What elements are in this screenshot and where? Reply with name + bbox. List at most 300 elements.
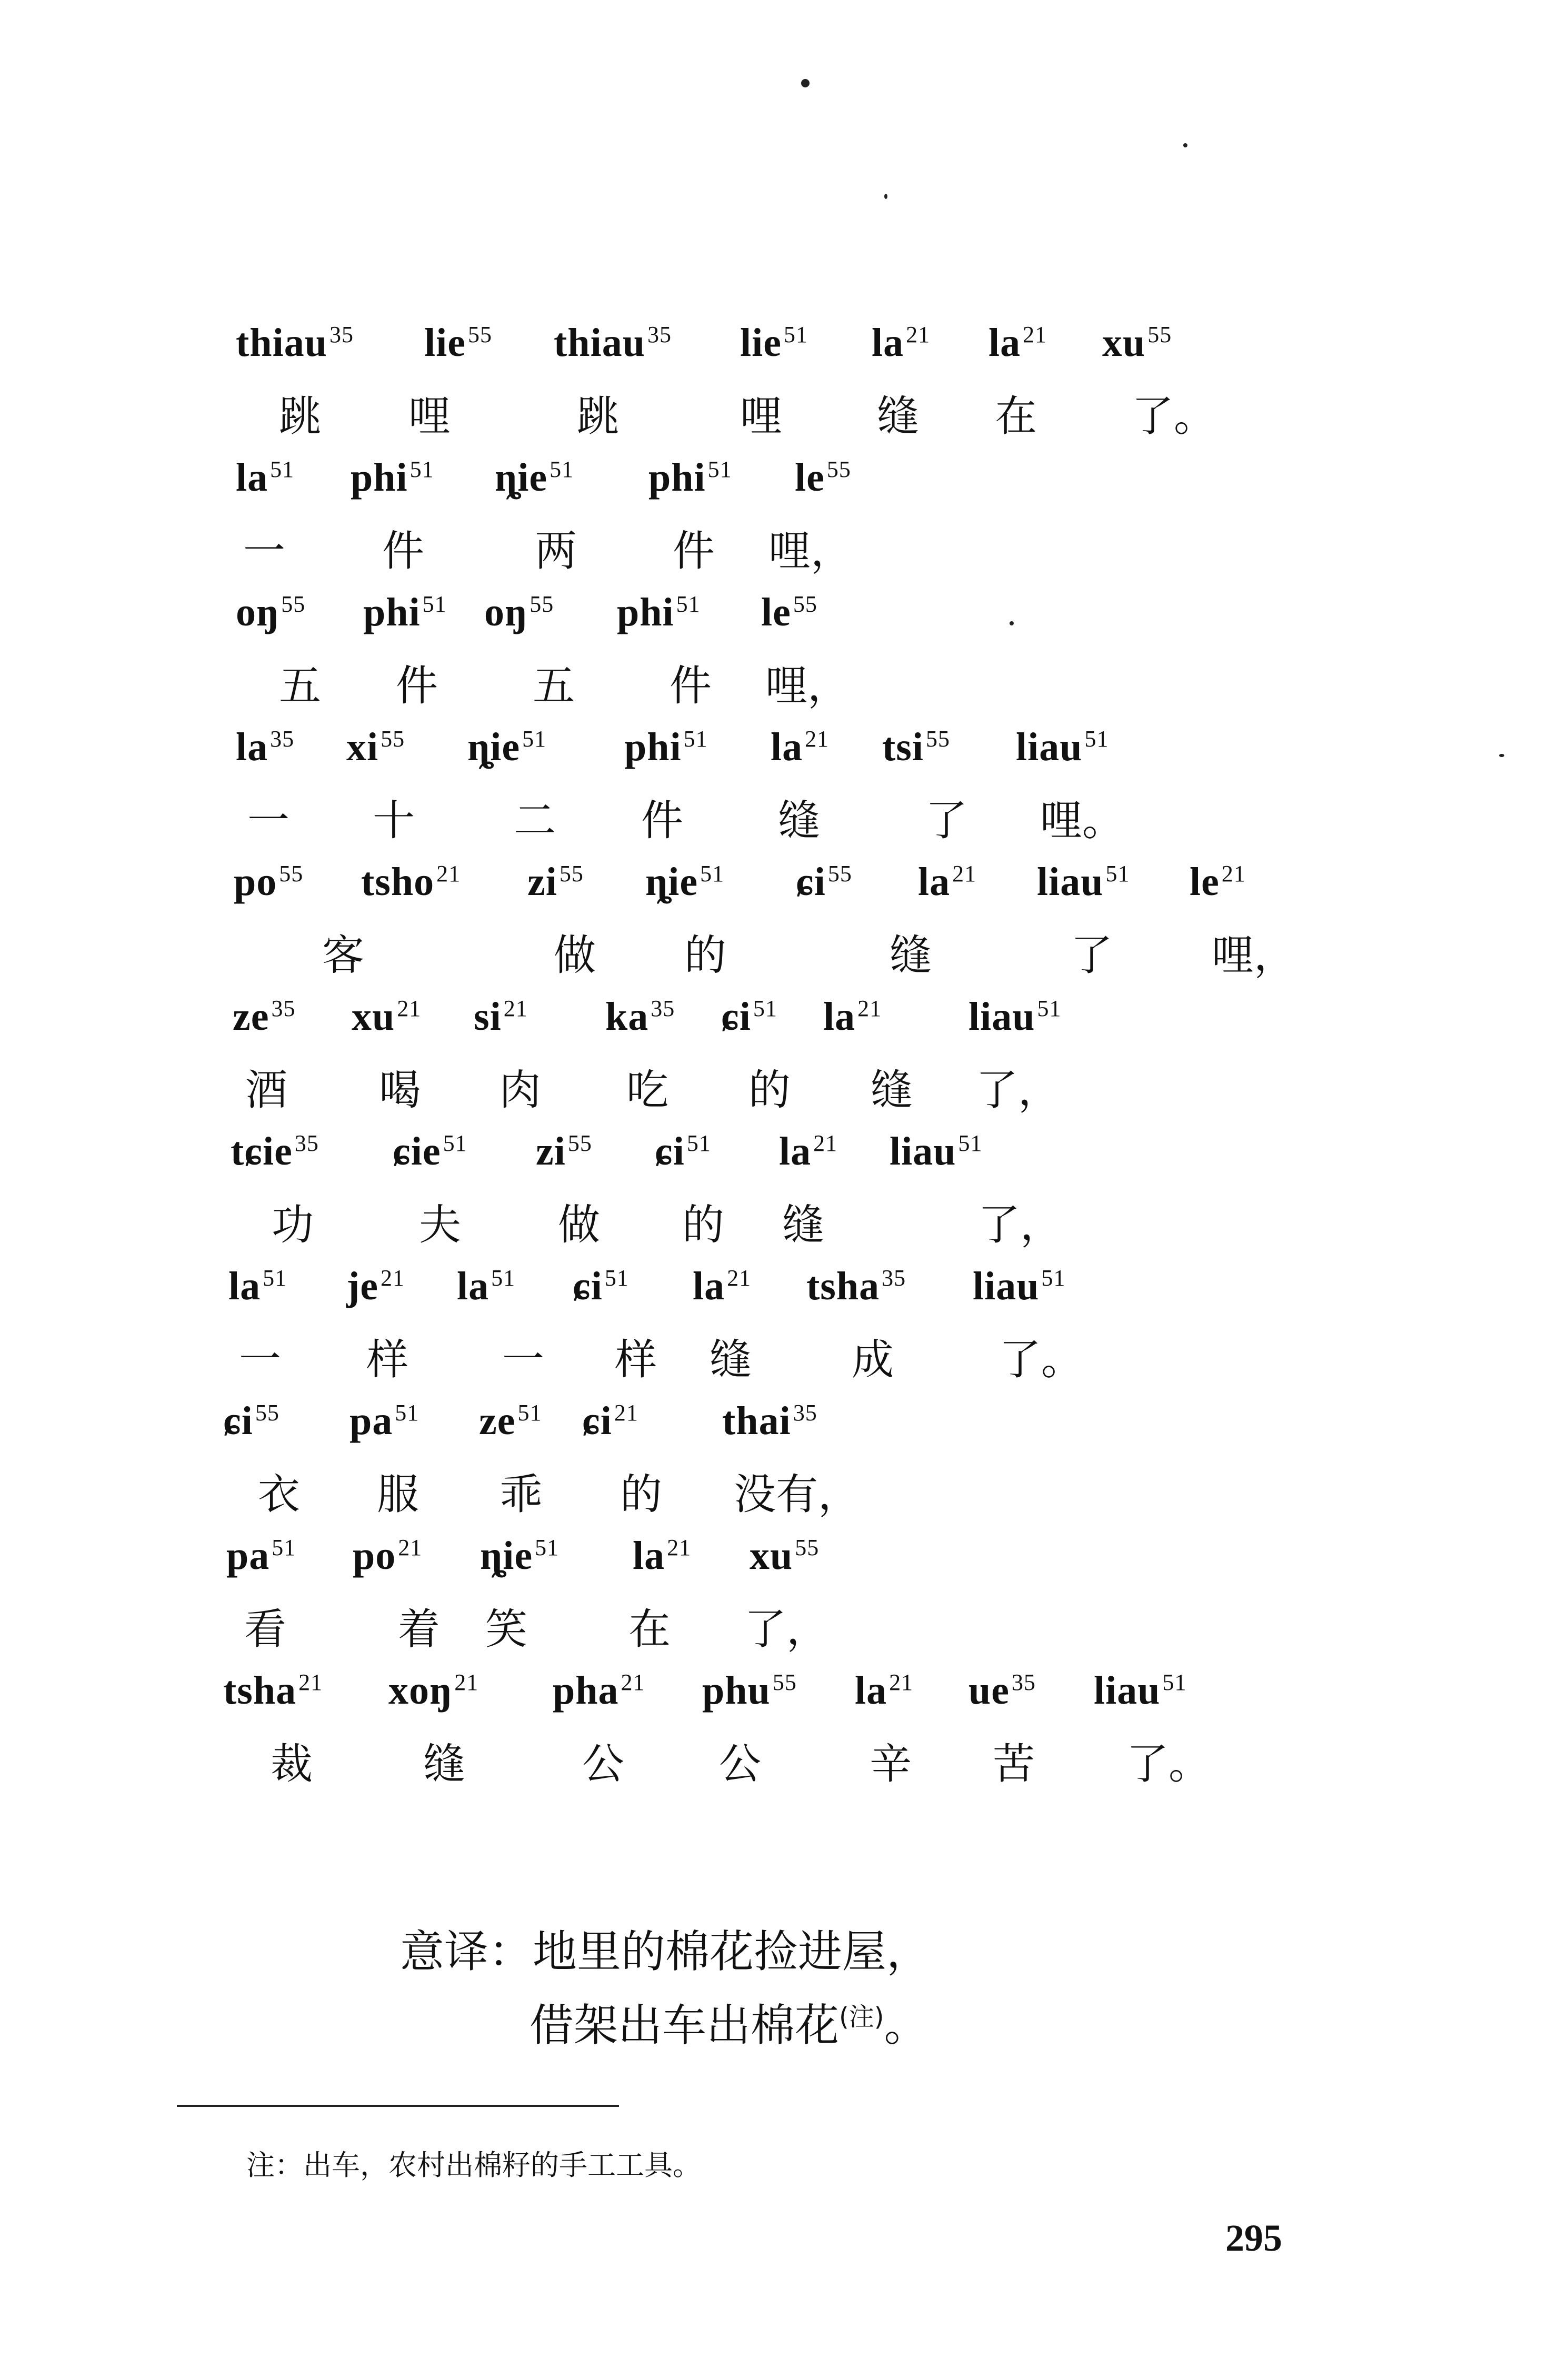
tone-number: 55 [381,725,405,752]
ipa-syllable [968,1668,1036,1714]
ipa-syllable [467,724,546,770]
ipa-syllable [605,994,675,1040]
tone-number: 51 [395,1399,420,1426]
syllable-text: la [457,1264,490,1308]
ipa-syllable [457,1264,515,1309]
ipa-syllable [771,724,829,770]
hanzi-line [0,1591,1568,1654]
hanzi-gloss: 一 [502,1335,544,1384]
ipa-syllable [968,994,1062,1040]
hanzi-gloss: 酒 [245,1066,287,1115]
ipa-syllable [480,1533,559,1579]
hanzi-gloss: 件 [673,526,715,575]
ipa-line [0,1658,1568,1722]
hanzi-gloss: 苦 [993,1739,1035,1788]
syllable-text: ɕi [796,860,826,904]
syllable-text: tsha [223,1668,297,1713]
syllable-text: po [234,860,277,904]
hanzi-gloss: 缝 [778,796,820,845]
tone-number: 51 [783,321,808,347]
hanzi-gloss: 的 [684,931,726,980]
hanzi-gloss: 着 [398,1605,440,1654]
hanzi-gloss: 两 [535,526,577,575]
hanzi-line [0,378,1568,441]
ipa-line [0,1389,1568,1452]
ipa-line [0,1119,1568,1182]
hanzi-gloss: 缝 [871,1066,913,1115]
ipa-syllable [973,1264,1066,1309]
ipa-syllable [353,1533,422,1579]
syllable-text: tsho [361,860,435,904]
ipa-syllable [236,320,354,366]
ipa-syllable [872,320,930,366]
hanzi-gloss: 公 [582,1739,624,1788]
tone-number: 55 [827,860,852,887]
translation-line-2-end: 。 [884,2000,928,2051]
hanzi-gloss: 辛 [870,1739,912,1788]
tone-number: 51 [676,591,701,617]
hanzi-gloss: 夫 [419,1200,461,1249]
tone-number: 21 [889,1669,914,1695]
tone-number: 51 [517,1399,542,1426]
tone-number: 21 [621,1669,645,1695]
translation-line-2-text: 借架出车出棉花 [530,2000,840,2051]
syllable-text: ka [605,994,649,1039]
tone-number: 55 [255,1399,279,1426]
hanzi-line [0,1456,1568,1519]
syllable-text: ɕi [573,1264,603,1308]
syllable-text: le [761,590,791,634]
syllable-text: tsi [882,725,924,769]
ipa-syllable [554,320,672,366]
ipa-syllable [527,859,584,905]
footnote-rule [177,2105,619,2107]
syllable-text: la [823,994,856,1039]
syllable-text: phi [617,590,674,634]
ipa-line [0,984,1568,1048]
syllable-text: thai [722,1399,791,1443]
hanzi-gloss: 做 [554,931,596,980]
print-speck [801,79,810,87]
syllable-text: ze [479,1399,516,1443]
ipa-syllable [393,1129,467,1175]
ipa-syllable [231,1129,319,1175]
ipa-syllable [633,1533,691,1579]
hanzi-gloss: 哩， [1212,931,1296,980]
tone-number: 35 [647,321,672,347]
syllable-text: pa [349,1399,393,1443]
hanzi-gloss: 衣 [258,1470,300,1519]
syllable-text: si [474,994,502,1039]
ipa-syllable [388,1668,478,1714]
hanzi-gloss: 十 [373,796,415,845]
ipa-line [0,1254,1568,1317]
tone-number: 21 [298,1669,323,1695]
ipa-syllable [1102,320,1172,366]
hanzi-gloss: 没有， [734,1470,860,1519]
hanzi-gloss: 哩， [768,526,853,575]
syllable-text: ɕi [655,1129,685,1173]
tone-number: 55 [567,1130,592,1156]
syllable-text: tsha [806,1264,880,1308]
tone-number: 55 [530,591,554,617]
ipa-syllable [349,1398,419,1444]
syllable-text: liau [973,1264,1040,1308]
hanzi-gloss: 件 [670,661,712,710]
ipa-syllable [890,1129,983,1175]
print-speck [1010,621,1014,625]
ipa-syllable [424,320,492,366]
tone-number: 51 [1105,860,1130,887]
tone-number: 55 [926,725,950,752]
hanzi-gloss: 二 [514,796,556,845]
hanzi-line [0,513,1568,576]
footnote: 注：出车，农村出棉籽的手工工具。 [246,2149,701,2182]
syllable-text: liau [1037,860,1104,904]
tone-number: 35 [271,995,296,1021]
tone-number: 51 [1041,1265,1066,1291]
hanzi-gloss: 哩 [408,392,451,441]
syllable-text: la [771,725,803,769]
ipa-syllable [779,1129,837,1175]
hanzi-gloss: 缝 [423,1739,465,1788]
hanzi-gloss: 的 [620,1470,662,1519]
hanzi-gloss: 服 [377,1470,419,1519]
syllable-text: ȵie [495,455,548,500]
syllable-text: liau [968,994,1035,1039]
hanzi-gloss: 成 [852,1335,894,1384]
hanzi-line [0,782,1568,846]
hanzi-line [0,1321,1568,1385]
tone-number: 35 [793,1399,817,1426]
syllable-text: phi [351,455,408,500]
tone-number: 21 [1023,321,1047,347]
hanzi-gloss: 缝 [782,1200,824,1249]
syllable-text: je [346,1264,379,1308]
ipa-line [0,850,1568,913]
tone-number: 35 [329,321,354,347]
syllable-text: la [236,455,268,500]
hanzi-line [0,1726,1568,1789]
syllable-text: la [918,860,951,904]
syllable-text: pha [553,1668,619,1713]
hanzi-gloss: 缝 [710,1335,752,1384]
hanzi-gloss: 件 [382,526,424,575]
hanzi-gloss: 的 [748,1066,791,1115]
hanzi-gloss: 了 [1071,931,1113,980]
ipa-syllable [346,724,405,770]
ipa-syllable [823,994,882,1040]
hanzi-gloss: 了 [925,796,967,845]
tone-number: 21 [398,1534,423,1560]
ipa-syllable [1190,859,1246,905]
tone-number: 51 [1084,725,1109,752]
ipa-syllable [721,994,777,1040]
ipa-syllable [648,455,732,501]
tone-number: 21 [906,321,931,347]
ipa-syllable [655,1129,711,1175]
hanzi-gloss: 样 [366,1335,408,1384]
syllable-text: ȵie [467,725,521,769]
ipa-syllable [236,455,294,501]
tone-number: 51 [422,591,447,617]
tone-number: 55 [793,591,817,617]
syllable-text: thiau [554,321,645,365]
ipa-syllable [645,859,724,905]
ipa-syllable [693,1264,751,1309]
tone-number: 55 [772,1669,797,1695]
syllable-text: pa [226,1534,270,1578]
hanzi-gloss: 了， [744,1605,828,1654]
ipa-line [0,580,1568,643]
syllable-text: ɕi [582,1399,612,1443]
hanzi-gloss: 哩， [765,661,850,710]
syllable-text: la [236,725,268,769]
ipa-syllable [479,1398,542,1444]
hanzi-gloss: 五 [279,661,321,710]
tone-number: 21 [805,725,830,752]
ipa-line [0,715,1568,778]
syllable-text: xu [352,994,395,1039]
ipa-syllable [346,1264,405,1309]
ipa-syllable [553,1668,645,1714]
syllable-text: ue [968,1668,1010,1713]
hanzi-gloss: 公 [719,1739,761,1788]
syllable-text: phi [648,455,706,500]
ipa-syllable [536,1129,592,1175]
hanzi-gloss: 一 [243,526,285,575]
syllable-text: lie [740,321,782,365]
syllable-text: liau [1016,725,1083,769]
ipa-syllable [918,859,976,905]
ipa-syllable [233,994,295,1040]
hanzi-gloss: 做 [558,1200,600,1249]
ipa-syllable [582,1398,638,1444]
syllable-text: thiau [236,321,327,365]
tone-number: 21 [813,1130,838,1156]
ipa-syllable [722,1398,817,1444]
hanzi-gloss: 了， [976,1066,1060,1115]
syllable-text: la [988,321,1021,365]
tone-number: 55 [279,860,304,887]
syllable-text: xu [1102,321,1146,365]
tone-number: 51 [443,1130,467,1156]
hanzi-gloss: 缝 [877,392,919,441]
hanzi-gloss: 客 [322,931,364,980]
print-speck [1499,754,1504,757]
tone-number: 21 [381,1265,405,1291]
tone-number: 55 [826,456,851,482]
ipa-syllable [495,455,574,501]
tone-number: 51 [753,995,777,1021]
tone-number: 21 [667,1534,692,1560]
ipa-syllable [1016,724,1109,770]
tone-number: 21 [1221,860,1246,887]
hanzi-gloss: 缝 [890,931,932,980]
tone-number: 51 [683,725,708,752]
syllable-text: ɕie [393,1129,441,1173]
tone-number: 55 [467,321,492,347]
syllable-text: phu [702,1668,771,1713]
tone-number: 21 [614,1399,638,1426]
hanzi-gloss: 跳 [279,392,321,441]
hanzi-gloss: 功 [272,1200,314,1249]
hanzi-gloss: 样 [615,1335,657,1384]
ipa-syllable [352,994,421,1040]
ipa-syllable [750,1533,819,1579]
tone-number: 21 [952,860,977,887]
syllable-text: oŋ [236,590,279,634]
tone-number: 35 [294,1130,319,1156]
tone-number: 35 [882,1265,906,1291]
ipa-line [0,311,1568,374]
syllable-text: ɕi [223,1399,253,1443]
syllable-text: po [353,1534,396,1578]
ipa-syllable [624,724,708,770]
tone-number: 55 [559,860,584,887]
tone-number: 51 [700,860,725,887]
ipa-syllable [882,724,950,770]
page-number: 295 [1225,2217,1282,2259]
hanzi-gloss: 件 [396,661,438,710]
tone-number: 35 [1012,1669,1036,1695]
ipa-syllable [236,590,305,635]
tone-number: 21 [436,860,461,887]
syllable-text: tɕie [231,1129,293,1173]
tone-number: 55 [1147,321,1172,347]
hanzi-gloss: 裁 [271,1739,313,1788]
hanzi-gloss: 的 [682,1200,724,1249]
hanzi-gloss: 五 [533,661,575,710]
tone-number: 51 [270,456,295,482]
hanzi-gloss: 乖 [500,1470,542,1519]
syllable-text: liau [890,1129,956,1173]
syllable-text: la [872,321,904,365]
tone-number: 51 [522,725,547,752]
ipa-syllable [988,320,1047,366]
ipa-syllable [228,1264,287,1309]
tone-number: 21 [727,1265,752,1291]
ipa-line [0,1524,1568,1587]
hanzi-gloss: 笑 [485,1605,527,1654]
syllable-text: le [795,455,825,500]
tone-number: 51 [1037,995,1062,1021]
syllable-text: ze [233,994,269,1039]
hanzi-gloss: 了。 [1126,1739,1211,1788]
ipa-syllable [226,1533,296,1579]
hanzi-gloss: 了， [978,1200,1062,1249]
ipa-syllable [761,590,817,635]
syllable-text: ɕi [721,994,751,1039]
hanzi-gloss: 在 [995,392,1037,441]
tone-number: 55 [281,591,306,617]
tone-number: 51 [410,456,434,482]
tone-number: 21 [857,995,882,1021]
syllable-text: zi [527,860,557,904]
tone-number: 21 [397,995,422,1021]
tone-number: 51 [263,1265,287,1291]
hanzi-gloss: 吃 [626,1066,668,1115]
ipa-syllable [363,590,447,635]
syllable-text: phi [624,725,682,769]
syllable-text: ȵie [645,860,698,904]
ipa-syllable [740,320,808,366]
tone-number: 51 [1162,1669,1187,1695]
ipa-syllable [573,1264,629,1309]
syllable-text: la [855,1668,887,1713]
tone-number: 55 [795,1534,820,1560]
tone-number: 35 [270,725,295,752]
note-marker: (注) [839,2002,884,2032]
syllable-text: xi [346,725,379,769]
tone-number: 51 [272,1534,296,1560]
ipa-syllable [796,859,852,905]
syllable-text: la [633,1534,665,1578]
syllable-text: le [1190,860,1220,904]
ipa-syllable [223,1668,323,1714]
ipa-syllable [1037,859,1130,905]
hanzi-gloss: 一 [247,796,289,845]
hanzi-gloss: 跳 [577,392,619,441]
syllable-text: la [228,1264,261,1308]
hanzi-line [0,1187,1568,1250]
ipa-syllable [234,859,303,905]
ipa-line [0,445,1568,509]
tone-number: 51 [535,1534,560,1560]
ipa-syllable [223,1398,279,1444]
hanzi-gloss: 了。 [1132,392,1216,441]
ipa-syllable [617,590,701,635]
hanzi-gloss: 哩 [740,392,782,441]
print-speck [1183,143,1187,147]
tone-number: 21 [503,995,528,1021]
translation-line-1: 意译：地里的棉花捡进屋， [400,1926,931,1977]
syllable-text: la [779,1129,812,1173]
syllable-text: la [693,1264,725,1308]
hanzi-gloss: 喝 [379,1066,421,1115]
ipa-syllable [351,455,434,501]
syllable-text: ȵie [480,1534,533,1578]
ipa-syllable [702,1668,797,1714]
syllable-text: oŋ [484,590,528,634]
tone-number: 51 [958,1130,983,1156]
syllable-text: xu [750,1534,793,1578]
tone-number: 51 [491,1265,516,1291]
ipa-syllable [855,1668,913,1714]
translation-line-2 [530,1990,928,2054]
ipa-syllable [795,455,851,501]
syllable-text: liau [1094,1668,1161,1713]
ipa-syllable [1094,1668,1187,1714]
ipa-syllable [236,724,294,770]
hanzi-line [0,648,1568,711]
hanzi-line [0,917,1568,980]
tone-number: 51 [707,456,732,482]
ipa-syllable [361,859,461,905]
hanzi-gloss: 哩。 [1040,796,1124,845]
ipa-syllable [806,1264,906,1309]
hanzi-gloss: 了。 [999,1335,1083,1384]
ipa-syllable [484,590,554,635]
hanzi-gloss: 在 [628,1605,671,1654]
syllable-text: zi [536,1129,566,1173]
syllable-text: xoŋ [388,1668,453,1713]
tone-number: 21 [454,1669,479,1695]
syllable-text: lie [424,321,466,365]
hanzi-gloss: 肉 [499,1066,541,1115]
ipa-syllable [474,994,528,1040]
print-speck [884,194,887,199]
